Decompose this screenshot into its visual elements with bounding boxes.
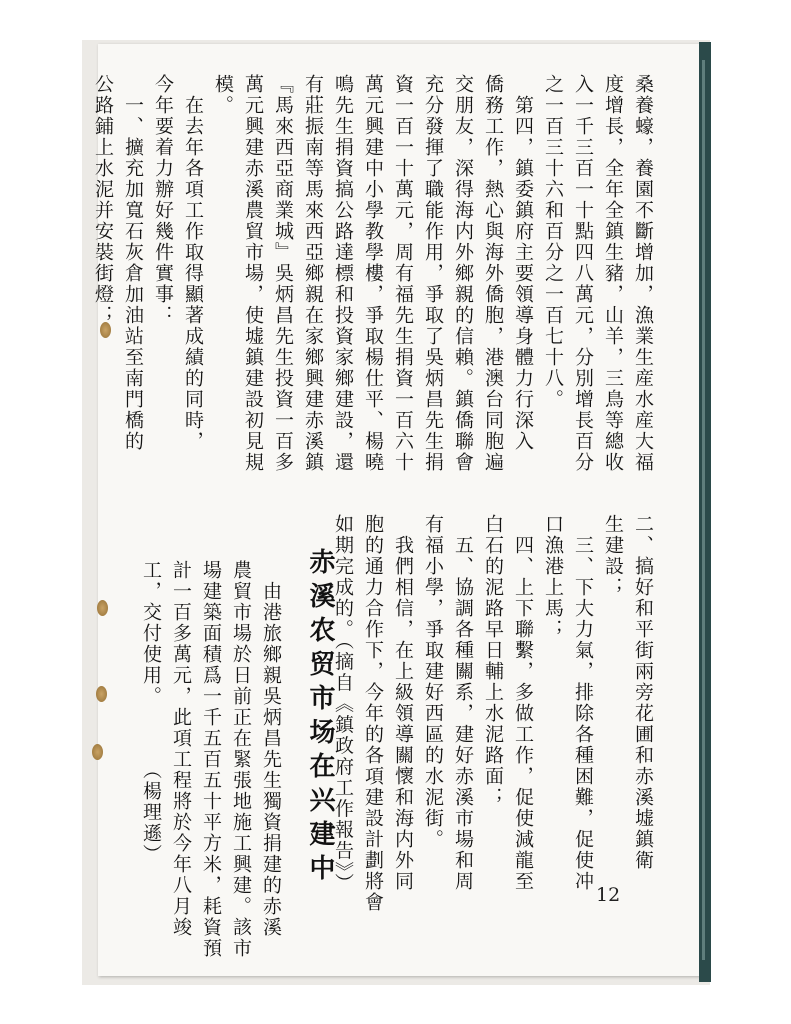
text-column: 度增長，全年全鎮生豬，山羊，三鳥等總收 xyxy=(602,74,624,473)
text-column: 一、擴充加寬石灰倉加油站至南門橋的 xyxy=(122,74,144,452)
text-column: 胞的通力合作下，今年的各項建設計劃將會 xyxy=(362,514,384,913)
text-column: 『馬來西亞商業城』吳炳昌先生投資一百多 xyxy=(272,74,294,473)
text-column: 在去年各項工作取得顯著成績的同時， xyxy=(182,74,204,452)
article-column: 農貿市場於日前正在緊張地施工興建。該市 xyxy=(230,560,252,959)
article-headline: 赤溪农贸市场在兴建中 xyxy=(305,548,335,888)
text-column: 二、搞好和平街兩旁花圃和赤溪墟鎮衛 xyxy=(632,514,654,871)
text-column: 第四，鎮委鎮府主要領導身體力行深入 xyxy=(512,74,534,452)
text-column: 五、協調各種關系，建好赤溪市場和周 xyxy=(452,514,474,892)
text-column: 之一百三十六和百分之一百七十八。 xyxy=(542,74,564,410)
binding-highlight xyxy=(702,60,705,960)
binding-hole-stain xyxy=(92,744,103,760)
article-byline: （楊理遜） xyxy=(140,760,162,865)
text-column: 公路鋪上水泥并安裝街燈； xyxy=(92,74,114,326)
binding-hole-stain xyxy=(96,686,107,702)
binding-spine xyxy=(699,42,711,982)
text-column: 桑養蠔，養園不斷增加，漁業生産水産大福 xyxy=(632,74,654,473)
article-column: 由港旅鄉親吳炳昌先生獨資捐建的赤溪 xyxy=(260,560,282,938)
text-column: 我們相信，在上級領導關懷和海内外同 xyxy=(392,514,414,892)
text-column: 鳴先生捐資搞公路達標和投資家鄉建設，還 xyxy=(332,74,354,473)
text-column: 僑務工作，熱心與海外僑胞，港澳台同胞遍 xyxy=(482,74,504,473)
page-number: 12 xyxy=(596,884,621,906)
article-column: 計一百多萬元，此項工程將於今年八月竣 xyxy=(170,560,192,938)
text-column: 四、上下聯繫，多做工作，促使減龍至 xyxy=(512,514,534,892)
binding-hole-stain xyxy=(97,600,108,616)
text-column: 模。 xyxy=(212,74,234,116)
text-column: 生建設； xyxy=(602,514,624,598)
text-column: 有福小學，爭取建好西區的水泥街。 xyxy=(422,514,444,850)
text-column: 三、下大力氣，排除各種困難，促使冲 xyxy=(572,514,594,892)
text-column: 交朋友，深得海内外鄉親的信賴。鎮僑聯會 xyxy=(452,74,474,473)
text-column: 萬元興建中小學教學樓，爭取楊仕平、楊曉 xyxy=(362,74,384,473)
text-column: 今年要着力辦好幾件實事： xyxy=(152,74,174,326)
text-column: 白石的泥路早日輔上水泥路面； xyxy=(482,514,504,808)
text-column: 如期完成的。（摘自《鎮政府工作報告》） xyxy=(332,514,354,894)
text-column: 資一百一十萬元，周有福先生捐資一百六十 xyxy=(392,74,414,473)
text-column: 口漁港上馬； xyxy=(542,514,564,640)
article-column: 場建築面積爲一千五百五十平方米，耗資預 xyxy=(200,560,222,959)
text-column: 有莊振南等馬來西亞鄉親在家鄉興建赤溪鎮 xyxy=(302,74,324,473)
text-column: 充分發揮了職能作用，爭取了吳炳昌先生捐 xyxy=(422,74,444,473)
article-column: 工，交付使用。 xyxy=(140,560,162,707)
text-column: 萬元興建赤溪農貿市場，使墟鎮建設初見規 xyxy=(242,74,264,473)
text-column: 入一千三百一十點四八萬元，分別增長百分 xyxy=(572,74,594,473)
